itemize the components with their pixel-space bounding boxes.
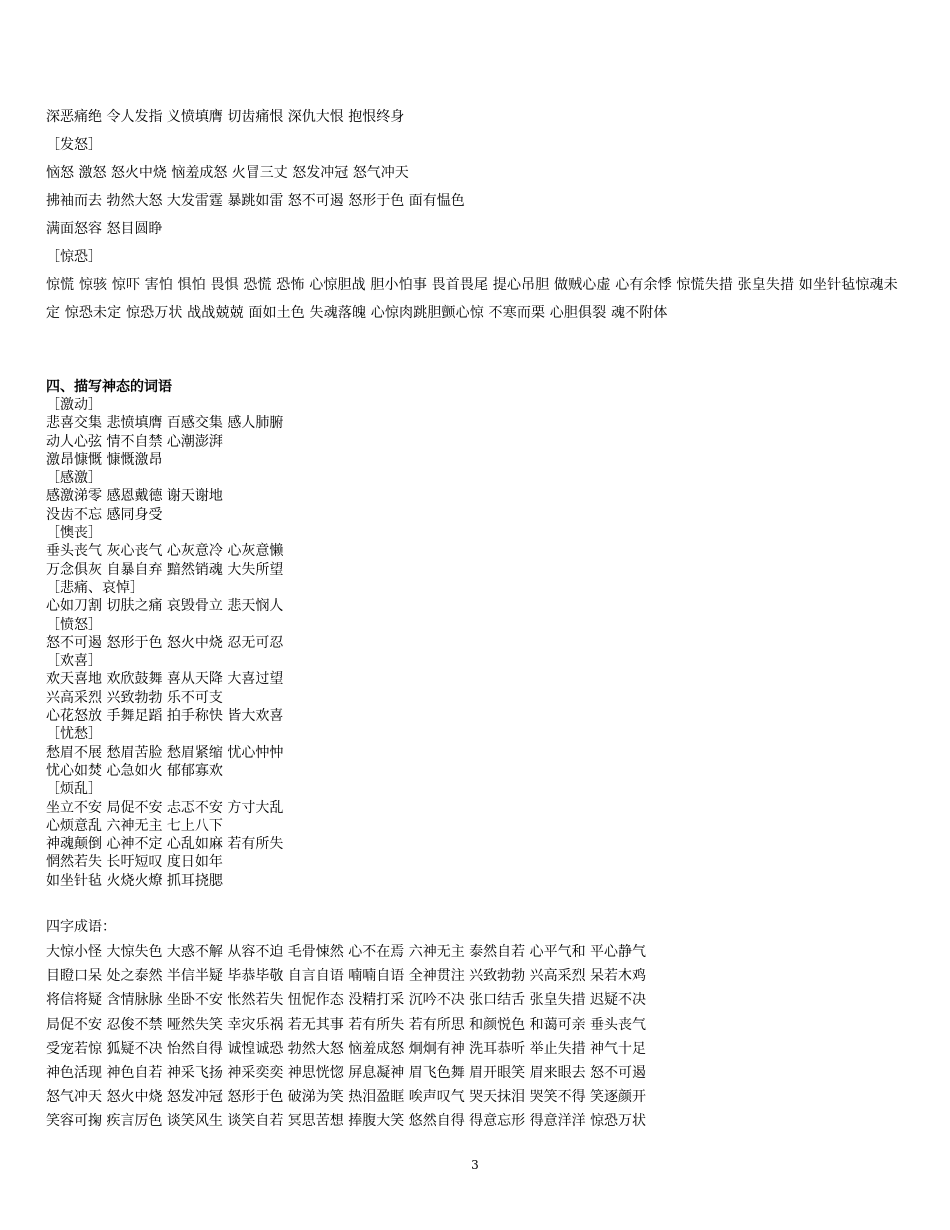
text-line: 怒不可遏 怒形于色 怒火中烧 忍无可忍	[46, 634, 284, 651]
section-anger-fear	[46, 103, 906, 327]
idiom-row: 将信将疑 含情脉脉 坐卧不安 怅然若失 忸怩作态 没精打采 沉吟不决 张口结舌 张皇失措 迟疑不决	[46, 992, 647, 1009]
category-label: ［烦乱］	[46, 781, 102, 798]
category-label: ［欢喜］	[46, 653, 102, 670]
four-character-idioms	[46, 914, 646, 1134]
idiom-row: 受宠若惊 狐疑不决 怡然自得 诚惶诚恐 勃然大怒 恼羞成怒 炯炯有神 洗耳恭听 举止失措 神气十足	[46, 1040, 647, 1057]
text-line: 坐立不安 局促不安 忐忑不安 方寸大乱	[46, 799, 284, 816]
idiom-row: 目瞪口呆 处之泰然 半信半疑 毕恭毕敬 自言自语 喃喃自语 全神贯注 兴致勃勃 兴高采烈 呆若木鸡	[46, 968, 647, 985]
category-label: ［忧愁］	[46, 726, 102, 743]
text-line: 惘然若失 长吁短叹 度日如年	[46, 854, 223, 871]
idiom-row: 笑容可掬 疾言厉色 谈笑风生 谈笑自若 冥思苦想 捧腹大笑 悠然自得 得意忘形 得意洋洋 惊恐万状	[46, 1113, 647, 1130]
category-label: ［悲痛、哀悼］	[46, 579, 144, 596]
text-line: 感激涕零 感恩戴德 谢天谢地	[46, 488, 223, 505]
text-line: 兴高采烈 兴致勃勃 乐不可支	[46, 689, 223, 706]
text-line: 神魂颠倒 心神不定 心乱如麻 若有所失	[46, 836, 284, 853]
idioms-title: 四字成语：	[46, 919, 116, 935]
text-line: 欢天喜地 欢欣鼓舞 喜从天降 大喜过望	[46, 671, 284, 688]
category-label: ［激动］	[46, 397, 102, 413]
page-number: 3	[471, 1158, 479, 1172]
text-line: 满面怒容 怒目圆睁	[46, 221, 163, 237]
idiom-row: 局促不安 忍俊不禁 哑然失笑 幸灾乐祸 若无其事 若有所失 若有所思 和颜悦色 和蔼可亲 垂头丧气	[46, 1016, 647, 1033]
idiom-row: 大惊小怪 大惊失色 大惑不解 从容不迫 毛骨悚然 心不在焉 六神无主 泰然自若 心平气和 平心静气	[46, 944, 647, 960]
text-line: 激昂慷慨 慷慨激昂	[46, 451, 163, 468]
category-label: ［惊恐］	[46, 249, 102, 265]
text-line: 动人心弦 情不自禁 心潮澎湃	[46, 433, 223, 450]
text-line: 忧心如焚 心急如火 郁郁寡欢	[46, 762, 223, 779]
text-line: 拂袖而去 勃然大怒 大发雷霆 暴跳如雷 怒不可遏 怒形于色 面有愠色	[46, 193, 465, 209]
text-line: 没齿不忘 感同身受	[46, 506, 163, 523]
category-label: ［发怒］	[46, 137, 102, 153]
text-line: 心烦意乱 六神无主 七上八下	[46, 817, 223, 834]
text-line: 垂头丧气 灰心丧气 心灰意冷 心灰意懒	[46, 543, 284, 560]
category-label: ［懊丧］	[46, 525, 102, 542]
text-line: 愁眉不展 愁眉苦脸 愁眉紧缩 忧心忡忡	[46, 744, 284, 761]
section-heading: 四、描写神态的词语	[46, 379, 172, 395]
text-line: 心花怒放 手舞足蹈 拍手称快 皆大欢喜	[46, 708, 284, 725]
fear-paragraph: 惊慌 惊骇 惊吓 害怕 惧怕 畏惧 恐慌 恐怖 心惊胆战 胆小怕事 畏首畏尾 提心吊胆 做贼心虚 心有余悸 惊慌失措 张皇失措 如坐针毡惊魂未定 惊恐未定 惊恐万状 战战兢兢 面如土色 失魂落魄 心惊肉跳胆颤心惊 不寒而栗 心胆俱裂 魂不附体	[46, 277, 898, 321]
category-label: ［愤怒］	[46, 616, 102, 633]
text-line: 如坐针毡 火烧火燎 抓耳挠腮	[46, 872, 223, 889]
text-line: 心如刀割 切肤之痛 哀毁骨立 悲天悯人	[46, 598, 284, 615]
category-label: ［感激］	[46, 470, 102, 487]
text-line: 悲喜交集 悲愤填膺 百感交集 感人肺腑	[46, 415, 284, 432]
section-expression-words	[46, 396, 283, 890]
text-line: 万念俱灰 自暴自弃 黯然销魂 大失所望	[46, 561, 284, 578]
text-line: 恼怒 激怒 怒火中烧 恼羞成怒 火冒三丈 怒发冲冠 怒气冲天	[46, 165, 409, 181]
idiom-row: 神色活现 神色自若 神采飞扬 神采奕奕 神思恍惚 屏息凝神 眉飞色舞 眉开眼笑 眉来眼去 怒不可遏	[46, 1065, 647, 1082]
text-line: 深恶痛绝 令人发指 义愤填膺 切齿痛恨 深仇大恨 抱恨终身	[46, 109, 405, 125]
idiom-row: 怒气冲天 怒火中烧 怒发冲冠 怒形于色 破涕为笑 热泪盈眶 唉声叹气 哭天抹泪 哭笑不得 笑逐颜开	[46, 1089, 647, 1106]
